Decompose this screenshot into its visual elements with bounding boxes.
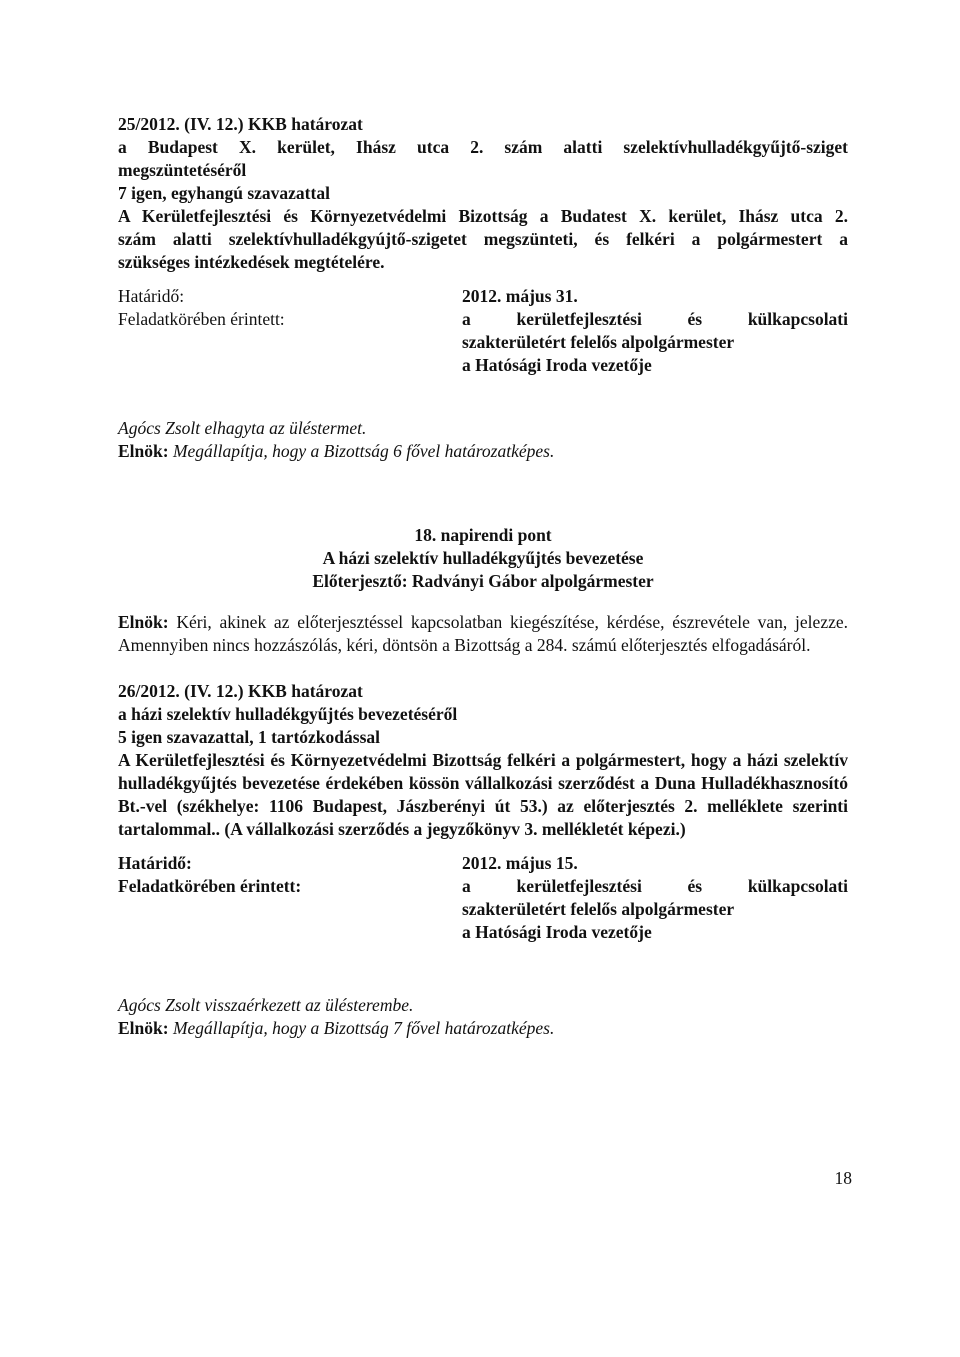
resolution-subject-line: megszüntetéséről — [118, 160, 247, 180]
resolution-number: 26/2012. (IV. 12.) KKB határozat — [118, 681, 363, 701]
deadline-label: Határidő: — [118, 853, 192, 873]
agenda-presenter: Előterjesztő: Radványi Gábor alpolgármester — [312, 571, 654, 591]
attendance-note: Agócs Zsolt visszaérkezett az ülésterembe. — [118, 995, 414, 1015]
chair-statement — [118, 440, 848, 463]
agenda-item — [118, 524, 848, 593]
chair-label: Elnök: — [118, 612, 169, 632]
deadline-row — [118, 285, 848, 308]
responsible-row — [118, 875, 848, 944]
agenda-heading: 18. napirendi pont — [414, 525, 552, 545]
chair-statement — [118, 1017, 848, 1040]
responsible-label: Feladatkörében érintett: — [118, 876, 302, 896]
deadline-label: Határidő: — [118, 286, 185, 306]
responsible-line: szakterületért felelős alpolgármester — [462, 899, 735, 919]
resolution-number: 25/2012. (IV. 12.) KKB határozat — [118, 114, 363, 134]
attendance-note: Agócs Zsolt elhagyta az üléstermet. — [118, 418, 367, 438]
responsible-label: Feladatkörében érintett: — [118, 309, 285, 329]
responsible-line: a kerületfejlesztési és külkapcsolati — [462, 876, 848, 896]
chair-statement — [118, 611, 848, 657]
resolution-text-line: szám alatti szelektívhulladékgyújtő-szigetet megszünteti, és felkéri a polgármestert a — [118, 229, 848, 249]
resolution-text-line: A Kerületfejlesztési és Környezetvédelmi Bizottság a Budatest X. kerület, Ihász utca 2. — [118, 206, 848, 226]
agenda-title: A házi szelektív hulladékgyűjtés bevezetése — [322, 548, 644, 568]
resolution-vote: 5 igen szavazattal, 1 tartózkodással — [118, 727, 380, 747]
chair-label: Elnök: — [118, 441, 169, 461]
deadline-row — [118, 852, 848, 875]
deadline-value: 2012. május 15. — [462, 853, 578, 873]
page-number: 18 — [834, 1168, 852, 1188]
resolution-text-line: szükséges intézkedések megtételére. — [118, 252, 385, 272]
document-page — [118, 113, 848, 1040]
deadline-value: 2012. május 31. — [462, 286, 578, 306]
resolution-subject-line: a Budapest X. kerület, Ihász utca 2. szám alatti szelektívhulladékgyűjtő-sziget — [118, 137, 848, 157]
responsible-line: a kerületfejlesztési és külkapcsolati — [462, 309, 848, 329]
resolution-25 — [118, 113, 848, 377]
chair-label: Elnök: — [118, 1018, 169, 1038]
resolution-vote: 7 igen, egyhangú szavazattal — [118, 183, 330, 203]
responsible-line: a Hatósági Iroda vezetője — [462, 355, 652, 375]
resolution-subject: a házi szelektív hulladékgyűjtés bevezetéséről — [118, 704, 458, 724]
responsible-row — [118, 308, 848, 377]
resolution-text: A Kerületfejlesztési és Környezetvédelmi Bizottság felkéri a polgármestert, hogy a házi szelektív hulladékgyűjtés bevezetése érdekében kössön vállalkozási szerződést a Duna Hulladékhasznosító Bt.-vel (székhelye: 1106 Budapest, Jászberényi út 53.) az előterjesztés 2. melléklete szerinti tartalommal.. (A vállalkozási szerződés a jegyzőkönyv 3. mellékletét képezi.) — [118, 750, 848, 839]
responsible-line: a Hatósági Iroda vezetője — [462, 922, 652, 942]
chair-text: Megállapítja, hogy a Bizottság 7 fővel határozatképes. — [172, 1018, 555, 1038]
responsible-line: szakterületért felelős alpolgármester — [462, 332, 735, 352]
chair-text: Megállapítja, hogy a Bizottság 6 fővel határozatképes. — [172, 441, 555, 461]
resolution-26 — [118, 680, 848, 841]
chair-text: Kéri, akinek az előterjesztéssel kapcsolatban kiegészítése, kérdése, észrevétele van, jelezze. Amennyiben nincs hozzászólás, kéri, döntsön a Bizottság a 284. számú előterjesztés elfogadásáról. — [118, 612, 848, 655]
